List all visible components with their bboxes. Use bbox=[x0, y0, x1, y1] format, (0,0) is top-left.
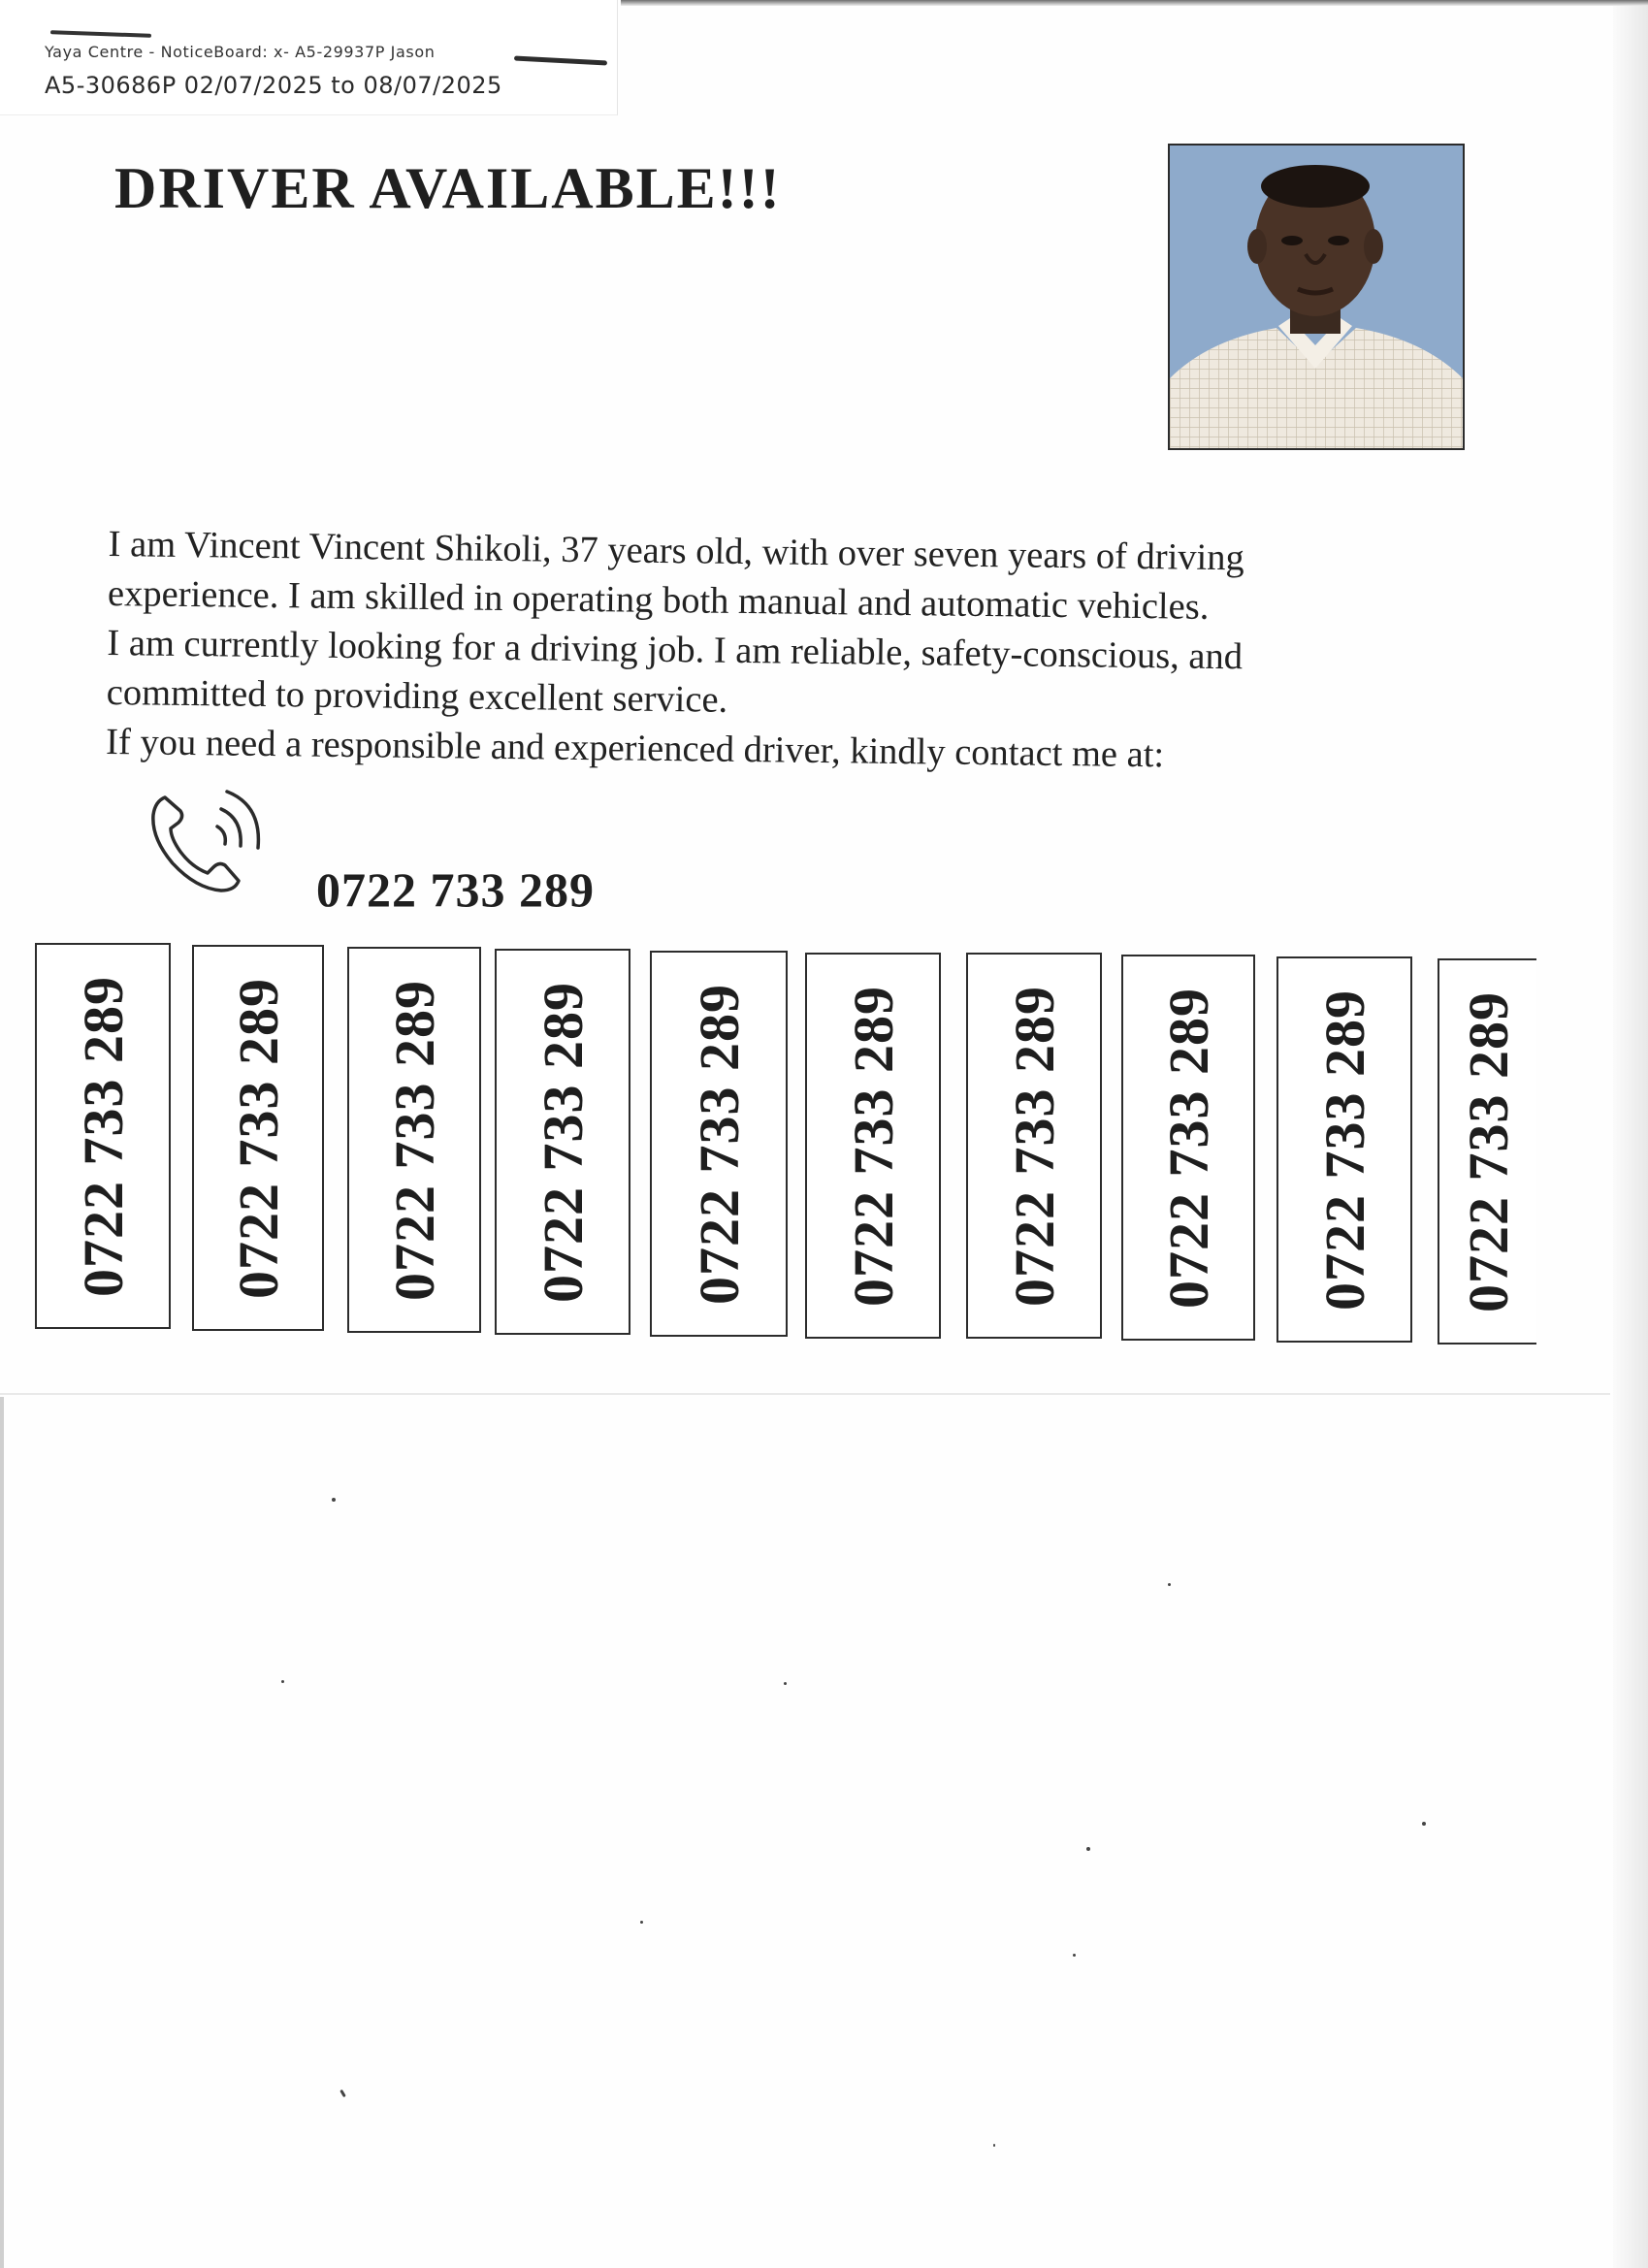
paper-edge-left bbox=[0, 1397, 4, 2268]
paper-edge-top bbox=[621, 0, 1648, 6]
phone-icon bbox=[144, 784, 272, 900]
tab-phone-number: 0722 733 289 bbox=[71, 975, 135, 1297]
tabs-cut-line bbox=[0, 1393, 1610, 1395]
tab-phone-number: 0722 733 289 bbox=[1156, 987, 1220, 1309]
tab-phone-number: 0722 733 289 bbox=[1002, 985, 1066, 1307]
tab-phone-number: 0722 733 289 bbox=[841, 985, 905, 1307]
description-line: committed to providing excellent service. bbox=[106, 671, 728, 721]
scan-speck bbox=[993, 2144, 995, 2147]
pen-mark bbox=[514, 55, 607, 65]
headline: DRIVER AVAILABLE!!! bbox=[114, 156, 782, 220]
scan-speck bbox=[1086, 1847, 1090, 1851]
description-line: I am currently looking for a driving job. I am reliable, safety-conscious, and bbox=[107, 622, 1244, 678]
tab-phone-number: 0722 733 289 bbox=[1312, 988, 1376, 1311]
tab-phone-number: 0722 733 289 bbox=[382, 979, 446, 1301]
portrait-photo bbox=[1168, 144, 1465, 450]
tab-phone-number: 0722 733 289 bbox=[226, 977, 290, 1299]
description-line: experience. I am skilled in operating both manual and automatic vehicles. bbox=[107, 572, 1210, 628]
stamp-line-dates: A5-30686P 02/07/2025 to 08/07/2025 bbox=[45, 72, 502, 99]
tear-off-tab[interactable] bbox=[1121, 955, 1255, 1341]
pen-mark bbox=[50, 30, 151, 38]
scan-speck bbox=[784, 1682, 787, 1685]
tab-phone-number: 0722 733 289 bbox=[531, 981, 595, 1303]
tab-phone-number: 0722 733 289 bbox=[687, 983, 751, 1305]
scan-speck bbox=[281, 1680, 284, 1683]
tear-off-tab[interactable] bbox=[805, 953, 941, 1339]
scan-speck bbox=[1422, 1822, 1426, 1826]
tear-off-tab[interactable] bbox=[495, 949, 630, 1335]
tear-off-tab[interactable] bbox=[1276, 956, 1412, 1343]
description-line: I am Vincent Vincent Shikoli, 37 years old, with over seven years of driving bbox=[108, 523, 1245, 579]
tear-off-tab[interactable] bbox=[35, 943, 171, 1329]
scan-speck bbox=[332, 1498, 336, 1502]
stamp-line-location: Yaya Centre - NoticeBoard: x- A5-29937P Jason bbox=[45, 43, 436, 61]
tear-off-tab[interactable] bbox=[1438, 958, 1536, 1345]
tear-off-tab[interactable] bbox=[966, 953, 1102, 1339]
tear-off-tab[interactable] bbox=[347, 947, 481, 1333]
tear-off-tab[interactable] bbox=[192, 945, 324, 1331]
scan-speck bbox=[640, 1921, 643, 1924]
tear-off-tab[interactable] bbox=[650, 951, 788, 1337]
tear-off-tabs bbox=[0, 931, 1648, 1397]
scan-speck bbox=[1168, 1583, 1171, 1586]
description-text bbox=[106, 520, 1408, 783]
tab-phone-number: 0722 733 289 bbox=[1456, 990, 1520, 1312]
scan-speck bbox=[1073, 1954, 1076, 1957]
description-line: If you need a responsible and experienced driver, kindly contact me at: bbox=[105, 721, 1165, 776]
contact-phone-number: 0722 733 289 bbox=[316, 862, 595, 917]
noticeboard-stamp-label bbox=[0, 0, 618, 115]
